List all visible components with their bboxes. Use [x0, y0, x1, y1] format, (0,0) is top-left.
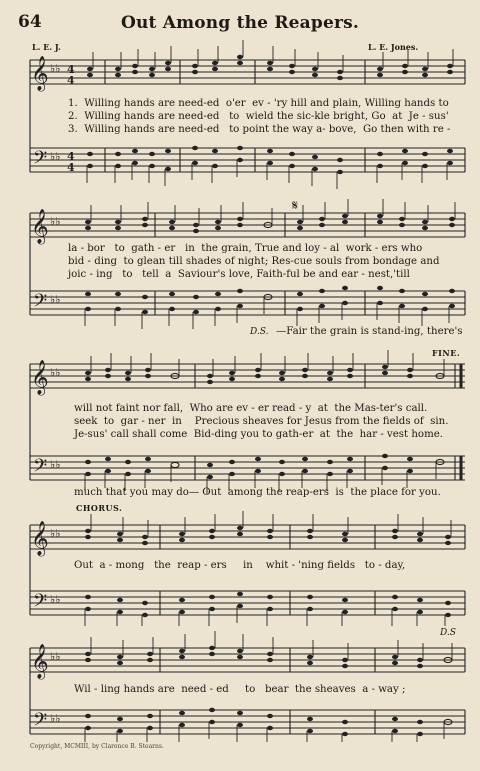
ds-marking: D.S	[440, 628, 456, 638]
verse-2-line-1: 2. Willing hands are need-ed to wield the sic-kle bright, Go at Je - sus'	[68, 111, 449, 122]
treble-clef: 𝄞	[31, 360, 49, 395]
bass-clef: 𝄢	[33, 456, 48, 481]
verse-1-line-1: 1. Willing hands are need-ed o'er ev - 'ry hill and plain, Willing hands to	[68, 98, 449, 109]
refrain-text-2: much that you may do— Out among the reap-ers is the place for you.	[74, 487, 441, 498]
key-signature-treble: ♭♭	[50, 366, 61, 379]
bass-clef: 𝄢	[33, 291, 48, 316]
lyricist-credit: L. E. J.	[32, 42, 61, 52]
copyright-notice: Copyright, MCMIII, by Clarence B. Stearns.	[30, 743, 164, 750]
chorus-line-2: Wil - ling hands are need - ed to bear the sheaves a - way ;	[74, 684, 406, 695]
verse-1-line-3: will not faint nor fall, Who are ev - er read - y at the Mas-ter's call.	[74, 403, 428, 414]
treble-staff	[30, 60, 465, 84]
page-title: Out Among the Reapers.	[120, 13, 360, 33]
page-number: 64	[18, 12, 42, 32]
key-signature-bass: ♭♭	[50, 150, 61, 163]
bass-staff	[30, 148, 465, 172]
verse-3-line-2: joic - ing to tell a Saviour's love, Faith-ful be and ear - nest,'till	[68, 269, 410, 280]
stems-treble	[91, 350, 444, 376]
stems-treble	[91, 511, 451, 537]
chorus-line-1: Out a - mong the reap - ers in whit - 'ning fields to - day,	[74, 560, 406, 571]
notes-treble	[85, 365, 444, 384]
key-signature-bass: ♭♭	[50, 593, 61, 606]
notes-bass	[85, 286, 455, 314]
time-signature-treble-lower: 4	[67, 74, 75, 87]
key-signature-treble: ♭♭	[50, 650, 61, 663]
bass-clef: 𝄢	[33, 148, 48, 173]
bass-staff	[30, 291, 465, 315]
treble-staff	[30, 364, 465, 388]
key-signature-bass: ♭♭	[50, 293, 61, 306]
treble-staff	[30, 525, 465, 549]
verse-1-line-2: la - bor to gath - er in the grain, True and loy - al work - ers who	[68, 243, 423, 254]
notes-bass	[85, 592, 451, 617]
key-signature-bass: ♭♭	[50, 458, 61, 471]
treble-clef: 𝄞	[31, 209, 49, 244]
key-signature-treble: ♭♭	[50, 62, 61, 75]
treble-clef: 𝄞	[31, 644, 49, 679]
stems-bass	[85, 722, 444, 742]
notes-treble	[85, 646, 452, 668]
time-signature-bass: 4	[67, 150, 75, 163]
bass-clef: 𝄢	[33, 710, 48, 735]
key-signature-treble: ♭♭	[50, 527, 61, 540]
ds-label: D.S.	[250, 327, 269, 337]
notes-bass	[85, 454, 444, 479]
bass-staff	[30, 456, 465, 480]
stems-bass	[87, 160, 447, 189]
bass-clef: 𝄢	[33, 591, 48, 616]
notes-treble	[85, 214, 455, 233]
treble-clef: 𝄞	[31, 56, 49, 91]
treble-staff	[30, 648, 465, 672]
chorus-label: CHORUS.	[76, 503, 123, 513]
key-signature-bass: ♭♭	[50, 712, 61, 725]
verse-3-line-3: Je-sus' call shall come Bid-ding you to gath-er at the har - vest home.	[74, 429, 443, 440]
verse-3-line-1: 3. Willing hands are need-ed to point the way a- bove, Go then with re -	[68, 124, 451, 135]
fine-marking: FINE.	[432, 348, 461, 358]
segno-sign: 𝄋	[292, 198, 299, 214]
composer-credit: L. E. Jones.	[368, 42, 419, 52]
refrain-text-1: —Fair the grain is stand-ing, there's	[276, 326, 463, 337]
verse-2-line-3: seek to gar - ner in Precious sheaves for Jesus from the fields of sin.	[74, 416, 449, 427]
stems-bass	[85, 297, 449, 329]
notes-treble	[85, 526, 451, 545]
key-signature-treble: ♭♭	[50, 215, 61, 228]
notes-treble	[87, 55, 453, 80]
time-signature-treble: 4	[67, 63, 75, 76]
verse-2-line-2: bid - ding to glean till shades of night; Res-cue souls from bondage and	[68, 256, 440, 267]
bass-staff	[30, 710, 465, 734]
bass-staff	[30, 591, 465, 615]
time-signature-bass-lower: 4	[67, 161, 75, 174]
treble-clef: 𝄞	[31, 521, 49, 556]
